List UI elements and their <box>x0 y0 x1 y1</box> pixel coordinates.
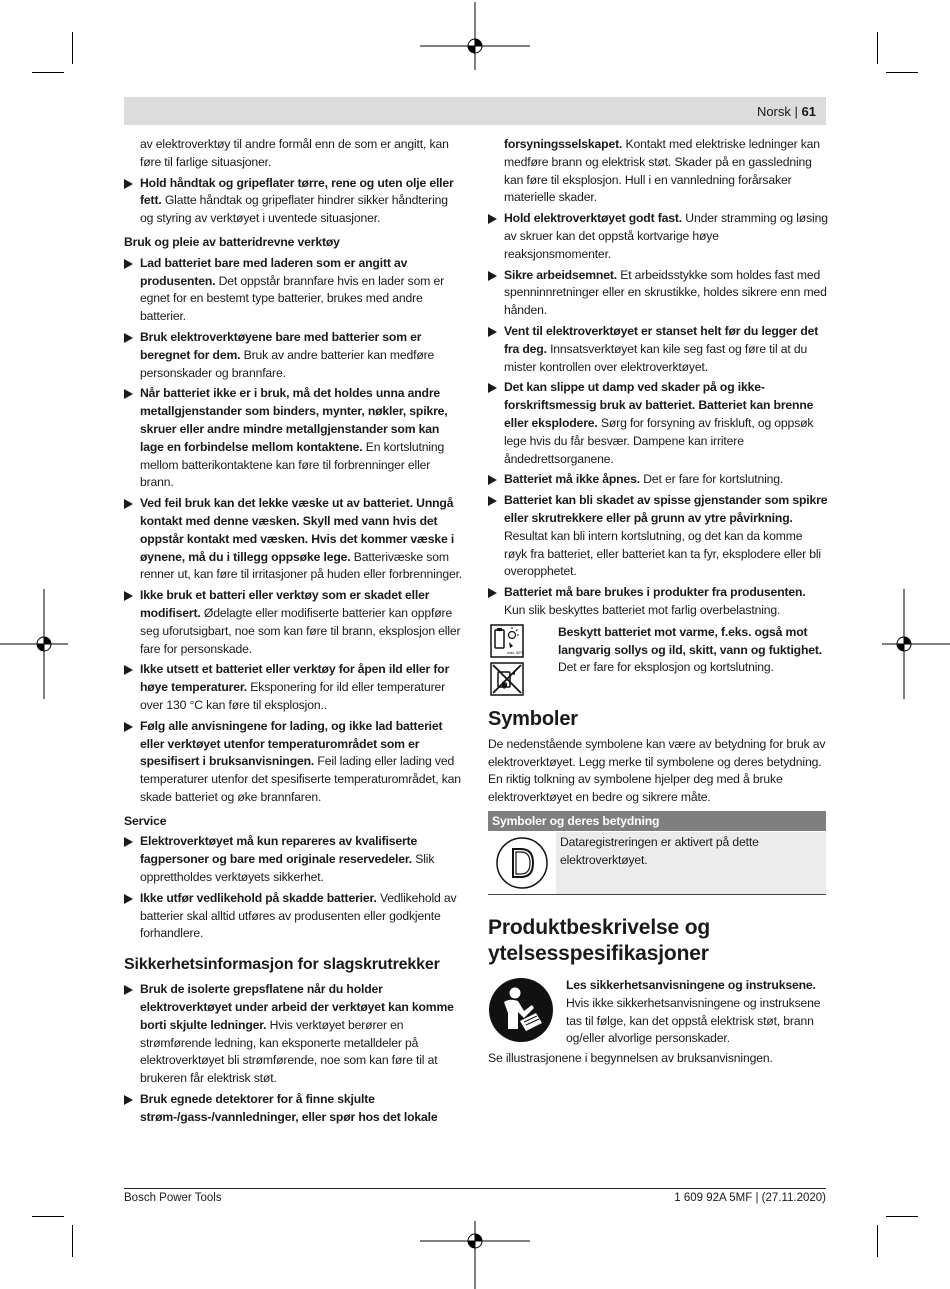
no-fire-water-icon <box>490 662 524 696</box>
list-item: Ikke bruk et batteri eller verktøy som er skadet eller modifisert. Ødelagte eller modifiserte batterier kan oppføre seg uforutsigbart, noe som kan føre til brann, eksplosjon eller fare for personskade. <box>124 587 464 658</box>
list-item: Hold håndtak og gripeflater tørre, rene og uten olje eller fett. Glatte håndtak og gripeflater hindrer sikker håndtering og styring av verktøyet i uventede situasjoner. <box>124 175 464 228</box>
bullet-arrow-icon <box>124 499 133 509</box>
product-description-title: Produktbeskrivelse og ytelsesspesifikasjoner <box>488 915 711 965</box>
symbols-title: Symboler <box>488 707 578 730</box>
list-item: Batteriet kan bli skadet av spisse gjenstander som spikre eller skrutrekkere eller på grunn av ytre påvirkning. Resultat kan bli intern kortslutning, og det kan da komme røyk fra batteriet, eller batteriet kan ta fyr, eksplodere eller bli overopphetet. <box>488 492 828 581</box>
symbols-table <box>488 811 826 895</box>
registration-mark-bottom <box>420 1199 530 1289</box>
bullet-arrow-icon <box>488 383 497 393</box>
header-label <box>757 104 816 119</box>
right-column <box>488 136 828 1071</box>
crop-mark-top-right-v <box>877 32 878 64</box>
list-item: Når batteriet ikke er i bruk, må det holdes unna andre metallgjenstander som binders, mynter, nøkler, spikre, skruer eller andre mindre metallgjenstander som kan lage en forbindelse mellom kontaktene. En kortslutning mellom batterikontaktene kan føre til forbrenninger eller brann. <box>124 385 464 492</box>
see-illustrations-text: Se illustrasjonene i begynnelsen av bruksanvisningen. <box>488 1051 773 1066</box>
table-cell-text: Dataregistreringen er aktivert på dette elektroverktøyet. <box>560 834 759 867</box>
heading-impact-driver-safety: Sikkerhetsinformasjon for slagskrutrekker <box>124 956 440 974</box>
list-item: Sikre arbeidsemnet. Et arbeidsstykke som holdes fast med spenninnretninger eller en skrustikke, holdes sikrere enn med hånden. <box>488 267 828 320</box>
bullet-arrow-icon <box>488 588 497 598</box>
bullet-arrow-icon <box>124 665 133 675</box>
left-column <box>124 136 464 1130</box>
header-language: Norsk <box>756 104 791 119</box>
max-temp-label: max. 50°C <box>507 649 524 655</box>
heat-sun-warning-icon <box>490 624 524 658</box>
bullet-arrow-icon <box>124 837 133 847</box>
list-item: Vent til elektroverktøyet er stanset helt før du legger det fra deg. Innsatsverktøyet kan kile seg fast og føre til at du mister kontrollen over elektroverktøyet. <box>488 323 828 376</box>
symbols-intro: De nedenstående symbolene kan være av betydning for bruk av elektroverktøyet. Legg merke til symbolene og deres betydning. En riktig tolkning av symbolene hjelper deg med å bruke elektroverktøyet en bedre og sikrere måte. <box>488 736 826 805</box>
crop-mark-bottom-right-v <box>877 1225 878 1257</box>
read-instructions-text: Les sikkerhetsanvisningene og instruksene. Hvis ikke sikkerhetsanvisningene og instruksene tas til følge, kan det oppstå elektrisk støt, brann og/eller alvorlige personskader. <box>566 977 821 1046</box>
list-item: Ikke utsett et batteriet eller verktøy for åpen ild eller for høye temperaturer. Eksponering for ild eller temperaturer over 130 °C kan føre til eksplosjon.. <box>124 661 464 714</box>
bullet-arrow-icon <box>124 259 133 269</box>
bullet-arrow-icon <box>124 722 133 732</box>
list-item: Bruk egnede detektorer for å finne skjulte strøm-/gass-/vannledninger, eller spør hos det lokale <box>124 1091 464 1127</box>
list-item: Elektroverktøyet må kun repareres av kvalifiserte fagpersoner og bare med originale reservedeler. Slik opprettholdes verktøyets sikkerhet. <box>124 833 464 886</box>
list-item: Batteriet må ikke åpnes. Det er fare for kortslutning. <box>488 471 828 489</box>
footer-brand: Bosch Power Tools <box>124 1192 222 1204</box>
bullet-arrow-icon <box>488 496 497 506</box>
crop-mark-top-left-v <box>72 32 73 64</box>
registration-mark-top <box>420 2 530 92</box>
crop-mark-top-right-h <box>886 72 918 73</box>
header-separator: | <box>794 104 798 119</box>
warning-icons <box>488 624 548 696</box>
bullet-arrow-icon <box>488 327 497 337</box>
registration-mark-right <box>860 589 950 699</box>
bullet-arrow-icon <box>124 179 133 189</box>
bullet-arrow-icon <box>124 1095 133 1105</box>
continued-text: forsyningsselskapet. Kontakt med elektriske ledninger kan medføre brann og elektrisk støt. Skader på en gassledning kan føre til eksplosjon. Hull i en vannledning forårsaker materielle skader. <box>504 137 820 205</box>
list-item: Bruk elektroverktøyene bare med batterier som er beregnet for dem. Bruk av andre batterier kan medføre personskader og brannfare. <box>124 329 464 382</box>
warning-text: Beskytt batteriet mot varme, f.eks. også mot langvarig sollys og ild, skitt, vann og fuktighet. Det er fare for eksplosjon og kortslutning. <box>558 624 823 675</box>
battery-warning <box>488 624 828 696</box>
footer-docnum: 1 609 92A 5MF | (27.11.2020) <box>674 1192 826 1204</box>
crop-mark-top-left-h <box>32 72 64 73</box>
heading-service: Service <box>124 813 167 828</box>
read-manual-icon <box>488 977 554 1043</box>
table-cell-icon <box>488 832 556 894</box>
bullet-arrow-icon <box>488 271 497 281</box>
list-item: Batteriet må bare brukes i produkter fra produsenten. Kun slik beskyttes batteriet mot farlig overbelastning. <box>488 584 828 620</box>
crop-mark-bottom-left-h <box>32 1216 64 1217</box>
bullet-arrow-icon <box>124 894 133 904</box>
bullet-arrow-icon <box>124 985 133 995</box>
intro-text: av elektroverktøy til andre formål enn de som er angitt, kan føre til farlige situasjoner. <box>140 137 449 169</box>
bullet-arrow-icon <box>124 389 133 399</box>
page-header <box>124 97 826 125</box>
footer-rule <box>124 1188 826 1189</box>
list-item: Lad batteriet bare med laderen som er angitt av produsenten. Det oppstår brannfare hvis en lader som er egnet for en bestemt type batterier, brukes med andre batterier. <box>124 255 464 326</box>
bullet-arrow-icon <box>488 214 497 224</box>
heading-battery-care: Bruk og pleie av batteridrevne verktøy <box>124 234 340 249</box>
read-instructions-block <box>488 977 828 1048</box>
list-item: Ikke utfør vedlikehold på skadde batterier. Vedlikehold av batterier skal alltid utføres av produsenten eller godkjente forhandlere. <box>124 890 464 943</box>
data-recording-icon <box>494 835 550 891</box>
list-item: Hold elektroverktøyet godt fast. Under stramming og løsing av skruer kan det oppstå kortvarige høye reaksjonsmomenter. <box>488 210 828 263</box>
bullet-arrow-icon <box>124 333 133 343</box>
list-item: Bruk de isolerte grepsflatene når du holder elektroverktøyet under arbeid der verktøyet kan komme borti skjulte ledninger. Hvis verktøyet berører en strømførende ledning, kan eksponerte metalldeler på elektroverktøyet bli strømførende, noe som kan føre til at brukeren får elektrisk støt. <box>124 981 464 1088</box>
bullet-arrow-icon <box>488 475 497 485</box>
crop-mark-bottom-left-v <box>72 1225 73 1257</box>
list-item: Det kan slippe ut damp ved skader på og ikke-forskriftsmessig bruk av batteriet. Batteriet kan brenne eller eksplodere. Sørg for forsyning av friskluft, og oppsøk lege hvis du får besvær. Dampene kan irritere åndedrettsorganene. <box>488 379 828 468</box>
list-item: Følg alle anvisningene for lading, og ikke lad batteriet eller verktøyet utenfor temperaturområdet som er spesifisert i bruksanvisningen. Feil lading eller lading ved temperaturer utenfor det spesifiserte temperaturområdet, kan skade batteriet og øke brannfaren. <box>124 718 464 807</box>
table-row <box>488 831 826 894</box>
list-item: Ved feil bruk kan det lekke væske ut av batteriet. Unngå kontakt med denne væsken. Skyll med vann hvis det oppstår kontakt med væsken. Hvis det kommer væske i øynene, må du i tillegg oppsøke lege. Batterivæske som renner ut, kan føre til irritasjoner på huden eller forbrenninger. <box>124 495 464 584</box>
symbols-table-header: Symboler og deres betydning <box>488 811 826 831</box>
page-number: 61 <box>801 104 816 119</box>
bullet-arrow-icon <box>124 591 133 601</box>
registration-mark-left <box>0 589 90 699</box>
crop-mark-bottom-right-h <box>886 1216 918 1217</box>
